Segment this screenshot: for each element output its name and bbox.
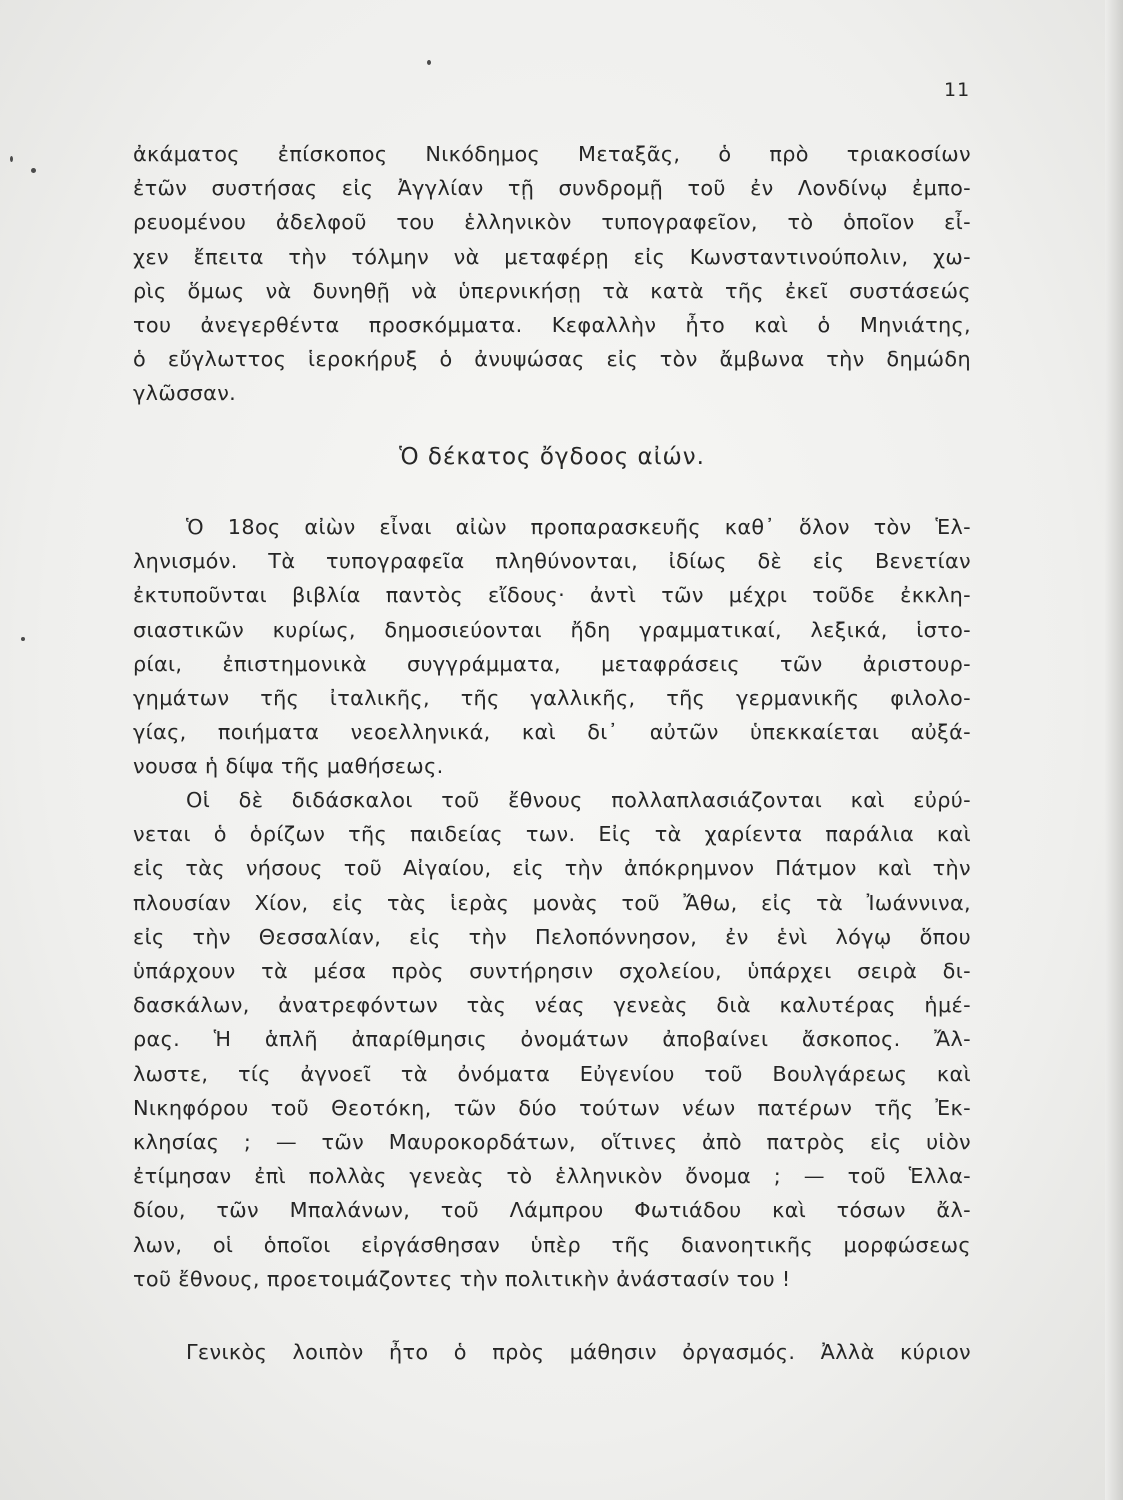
page-number: 11	[944, 79, 971, 101]
section-heading: Ὁ δέκατος ὄγδοος αἰών.	[399, 444, 705, 470]
text-line: ἀκάματος ἐπίσκοπος Νικόδημος Μεταξᾶς, ὁ πρὸ τριακοσίων	[133, 142, 971, 166]
text-line: ρίαι, ἐπιστημονικὰ συγγράμματα, μεταφράσεις τῶν ἀριστουρ-	[133, 651, 971, 676]
text-line: Νικηφόρου τοῦ Θεοτόκη, τῶν δύο τούτων νέων πατέρων τῆς Ἐκ-	[133, 1095, 971, 1120]
text-line: νεται ὁ ὁρίζων τῆς παιδείας των. Εἰς τὰ χαρίεντα παράλια καὶ	[133, 822, 971, 847]
page-edge-shadow	[1105, 0, 1123, 1500]
text-line: σιαστικῶν κυρίως, δημοσιεύονται ἤδη γραμματικαί, λεξικά, ἱστο-	[133, 617, 971, 642]
ink-speck	[31, 168, 36, 173]
text-line: κλησίας ; — τῶν Μαυροκορδάτων, οἵτινες ἀπὸ πατρὸς εἰς υἱὸν	[133, 1130, 971, 1155]
text-line: χεν ἔπειτα τὴν τόλμην νὰ μεταφέρῃ εἰς Κωνσταντινούπολιν, χω-	[133, 244, 971, 269]
text-line: γλῶσσαν.	[133, 381, 237, 406]
text-line: ἐτῶν συστήσας εἰς Ἀγγλίαν τῇ συνδρομῇ τοῦ ἐν Λονδίνῳ ἐμπο-	[133, 176, 971, 201]
text-line: ληνισμόν. Τὰ τυπογραφεῖα πληθύνονται, ἰδίως δὲ εἰς Βενετίαν	[133, 549, 971, 574]
text-line: εἰς τὰς νήσους τοῦ Αἰγαίου, εἰς τὴν ἀπόκρημνον Πάτμον καὶ τὴν	[133, 856, 971, 881]
text-line: ρὶς ὅμως νὰ δυνηθῇ νὰ ὑπερνικήσῃ τὰ κατὰ τῆς ἐκεῖ συστάσεώς	[133, 278, 971, 303]
text-line: δίου, τῶν Μπαλάνων, τοῦ Λάμπρου Φωτιάδου καὶ τόσων ἄλ-	[133, 1198, 971, 1223]
text-line: δασκάλων, ἀνατρεφόντων τὰς νέας γενεὰς διὰ καλυτέρας ἡμέ-	[133, 993, 971, 1018]
paragraph-4	[133, 1335, 971, 1369]
text-line: Οἱ δὲ διδάσκαλοι τοῦ ἔθνους πολλαπλασιάζονται καὶ εὐρύ-	[186, 788, 971, 812]
text-line: Γενικὸς λοιπὸν ἦτο ὁ πρὸς μάθησιν ὀργασμός. Ἀλλὰ κύριον	[186, 1340, 971, 1364]
text-line: λων, οἱ ὁποῖοι εἰργάσθησαν ὑπὲρ τῆς διανοητικῆς μορφώσεως	[133, 1232, 971, 1257]
paragraph-2	[133, 510, 971, 784]
text-line: ἐκτυποῦνται βιβλία παντὸς εἴδους· ἀντὶ τῶν μέχρι τοῦδε ἐκκλη-	[133, 583, 971, 608]
text-line: λωστε, τίς ἀγνοεῖ τὰ ὀνόματα Εὐγενίου τοῦ Βουλγάρεως καὶ	[133, 1061, 971, 1086]
ink-speck	[10, 156, 13, 162]
text-line: ρευομένου ἀδελφοῦ του ἑλληνικὸν τυπογραφεῖον, τὸ ὁποῖον εἶ-	[133, 210, 971, 235]
text-line: πλουσίαν Χίον, εἰς τὰς ἱερὰς μονὰς τοῦ Ἄθω, εἰς τὰ Ἰωάννινα,	[133, 890, 971, 915]
ink-speck	[21, 637, 25, 641]
text-line: ρας. Ἡ ἁπλῆ ἀπαρίθμησις ὀνομάτων ἀποβαίνει ἄσκοπος. Ἄλ-	[133, 1027, 971, 1052]
text-line: τοῦ ἔθνους, προετοιμάζοντες τὴν πολιτικὴν ἀνάστασίν του !	[133, 1266, 791, 1291]
text-line: γίας, ποιήματα νεοελληνικά, καὶ δι᾽ αὐτῶν ὑπεκκαίεται αὐξά-	[133, 720, 971, 745]
text-line: του ἀνεγερθέντα προσκόμματα. Κεφαλλὴν ἦτο καὶ ὁ Μηνιάτης,	[133, 313, 971, 338]
text-line: νουσα ἡ δίψα τῆς μαθήσεως.	[133, 754, 444, 779]
text-line: ὑπάρχουν τὰ μέσα πρὸς συντήρησιν σχολείου, ὑπάρχει σειρὰ δι-	[133, 959, 971, 984]
text-line: ὁ εὔγλωττος ἱεροκήρυξ ὁ ἀνυψώσας εἰς τὸν ἄμβωνα τὴν δημώδη	[133, 347, 971, 372]
paragraph-3	[133, 783, 971, 1296]
ink-speck	[427, 60, 431, 65]
text-line: Ὁ 18ος αἰὼν εἶναι αἰὼν προπαρασκευῆς καθ᾽ ὅλον τὸν Ἑλ-	[186, 515, 971, 539]
text-line: γημάτων τῆς ἰταλικῆς, τῆς γαλλικῆς, τῆς γερμανικῆς φιλολο-	[133, 686, 971, 711]
paragraph-1	[133, 137, 971, 411]
text-line: ἐτίμησαν ἐπὶ πολλὰς γενεὰς τὸ ἑλληνικὸν ὄνομα ; — τοῦ Ἑλλα-	[133, 1164, 971, 1189]
text-line: εἰς τὴν Θεσσαλίαν, εἰς τὴν Πελοπόννησον, ἐν ἑνὶ λόγῳ ὅπου	[133, 924, 971, 949]
